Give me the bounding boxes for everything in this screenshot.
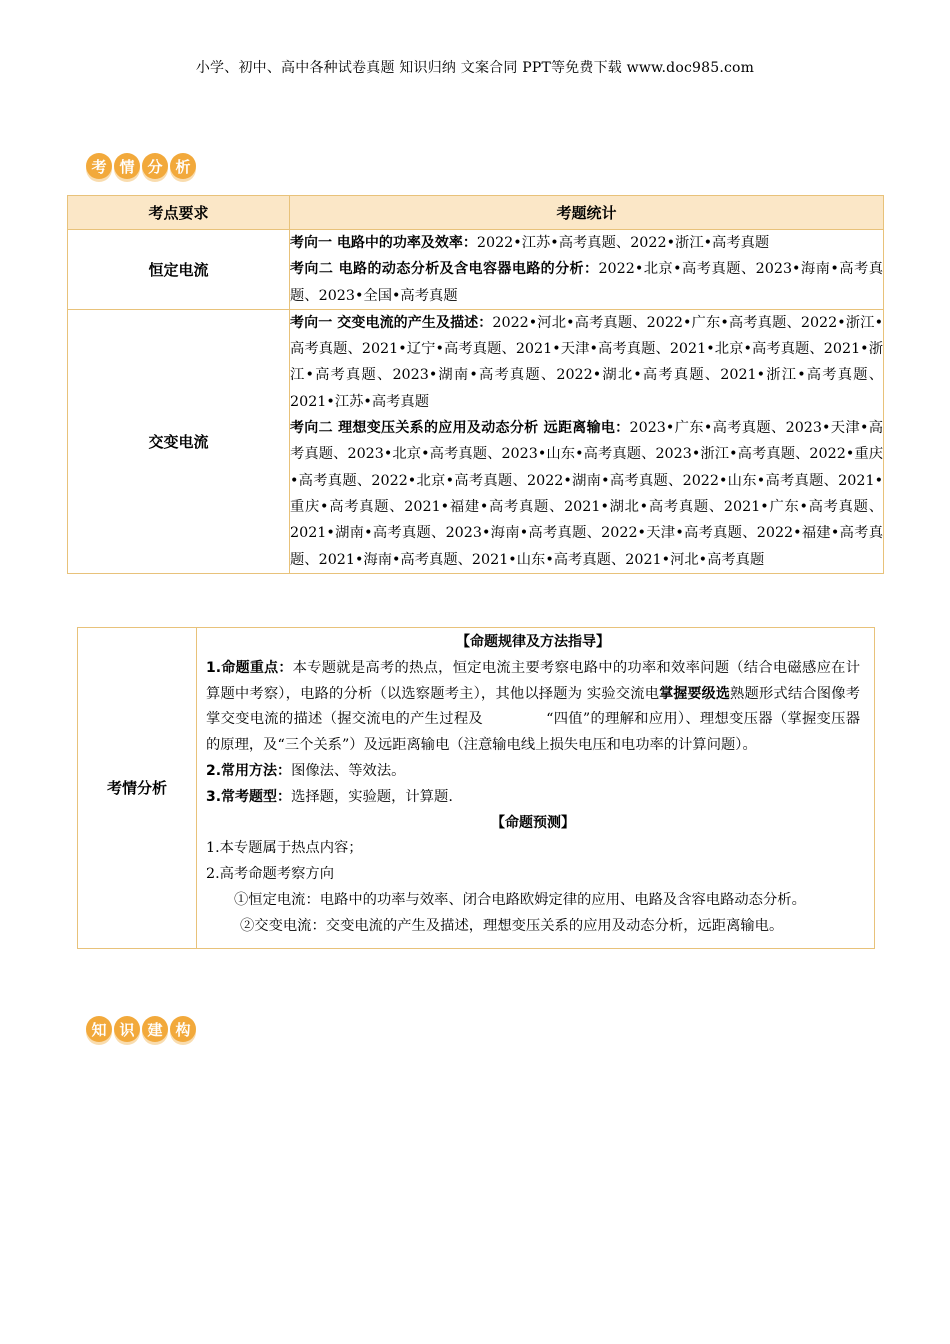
prediction-line: 1.本专题属于热点内容； <box>206 840 363 857</box>
section-title: 【命题预测】 <box>491 814 575 831</box>
badge-knowledge-structure <box>86 1016 198 1048</box>
table-row <box>68 230 884 310</box>
paragraph-text: 熟题形式结合图像考掌交变电流的描述（握交流电的产生过程及 “四值”的理解和应用）、理想变压器（掌握变压器的原理，及“三个关系”）及远距离输电（注意输电线上损失电压和电功率的计算问题）。 <box>206 685 861 754</box>
direction-text: 2023•广东•高考真题、2023•天津•高考真题、2023•北京•高考真题、2023•山东•高考真题、2023•浙江•高考真题、2022•重庆•高考真题、2022•北京•高考真题、2022•湖南•高考真题、2022•山东•高考真题、2021•重庆•高考真题、2021•福建•高考真题、2021•湖北•高考真题、2021•广东•高考真题、2021•湖南•高考真题、2023•海南•高考真题、2022•天津•高考真题、2022•福建•高考真题、2021•海南•高考真题、2021•山东•高考真题、2021•河北•高考真题 <box>290 420 883 568</box>
col-header-statistics: 考题统计 <box>290 196 884 230</box>
stats-cell <box>290 309 884 573</box>
badge-char: 考 <box>86 153 112 179</box>
prediction-line: ①恒定电流：电路中的功率与效率、闭合电路欧姆定律的应用、电路及含容电路动态分析。 <box>234 891 806 908</box>
direction-text: 2022•江苏•高考真题、2022•浙江•高考真题 <box>476 235 770 251</box>
category-cell: 恒定电流 <box>68 230 290 310</box>
section-title: 【命题规律及方法指导】 <box>456 634 610 650</box>
stats-cell <box>290 230 884 310</box>
prediction-line: 2.高考命题考察方向 <box>206 866 335 883</box>
paragraph-label: 2.常用方法： <box>206 762 292 779</box>
direction-item <box>290 310 883 415</box>
analysis-table <box>77 627 875 949</box>
direction-title: 考向二 理想变压关系的应用及动态分析 远距离输电： <box>290 420 630 437</box>
direction-title: 考向二 电路的动态分析及含电容器电路的分析： <box>290 261 599 278</box>
badge-char: 分 <box>142 153 168 179</box>
direction-item <box>290 230 883 256</box>
paragraph-label: 3.常考题型： <box>206 788 292 805</box>
direction-item <box>290 256 883 309</box>
direction-title: 考向一 交变电流的产生及描述： <box>290 314 493 331</box>
paragraph-label: 1.命题重点： <box>206 659 293 676</box>
badge-char: 构 <box>170 1016 196 1042</box>
badge-exam-analysis <box>86 153 198 185</box>
col-header-requirement: 考点要求 <box>68 196 290 230</box>
table-row <box>78 628 875 949</box>
badge-char: 知 <box>86 1016 112 1042</box>
direction-text: 2022•河北•高考真题、2022•广东•高考真题、2022•浙江•高考真题、2021•辽宁•高考真题、2021•天津•高考真题、2021•北京•高考真题、2021•浙江•高考真题、2023•湖南•高考真题、2022•湖北•高考真题、2021•浙江•高考真题、2021•江苏•高考真题 <box>290 314 884 410</box>
analysis-body <box>197 628 875 949</box>
paragraph-text: 本专题就是高考的热点，恒定电流主要考察电路中的功率和效率问题（结合电磁感应在计算题中考察），电路的分析（以选察题考主），其他以择题为 实验交流电 <box>206 659 860 702</box>
paragraph <box>206 759 860 785</box>
direction-item <box>290 415 883 573</box>
paragraph <box>206 656 860 759</box>
badge-char: 识 <box>114 1016 140 1042</box>
badge-char: 析 <box>170 153 196 179</box>
table-header-row <box>68 196 884 230</box>
paragraph-bold: 掌握要级选 <box>659 685 731 702</box>
direction-text: 2022•北京•高考真题、2023•海南•高考真题、2023•全国•高考真题 <box>290 261 884 304</box>
table-row <box>68 309 884 573</box>
exam-stats-table <box>67 195 884 574</box>
paragraph-text: 选择题，实验题，计算题. <box>291 788 453 805</box>
badge-char: 建 <box>142 1016 168 1042</box>
category-cell: 交变电流 <box>68 309 290 573</box>
paragraph-text: 图像法、等效法。 <box>291 762 406 779</box>
prediction-line: ②交变电流：交变电流的产生及描述，理想变压关系的应用及动态分析，远距离输电。 <box>240 917 784 934</box>
page-header: 小学、初中、高中各种试卷真题 知识归纳 文案合同 PPT等免费下载 www.doc985.com <box>195 60 755 76</box>
analysis-label: 考情分析 <box>78 628 197 949</box>
badge-char: 情 <box>114 153 140 179</box>
direction-title: 考向一 电路中的功率及效率： <box>290 235 477 251</box>
paragraph <box>206 785 860 811</box>
